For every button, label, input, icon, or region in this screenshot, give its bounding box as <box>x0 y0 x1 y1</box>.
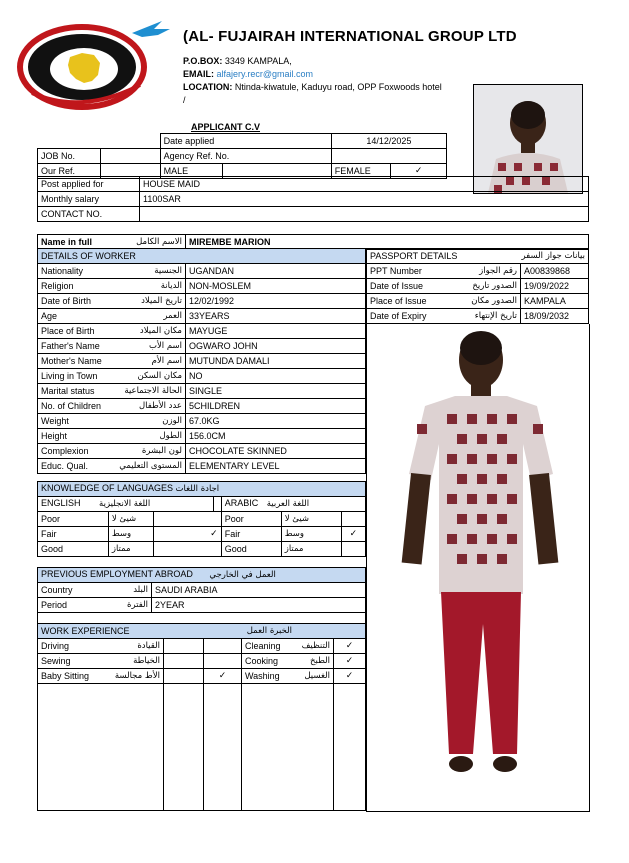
worker-field-label-ar: الديانة <box>160 280 182 291</box>
job-no-label: JOB No. <box>38 149 101 164</box>
location-cont: / <box>183 95 186 105</box>
worker-field-value[interactable]: 67.0KG <box>186 414 366 429</box>
worker-row <box>38 279 366 294</box>
worker-field-label-cell <box>38 324 186 339</box>
worker-field-label: Weight <box>41 415 69 426</box>
languages-heading-ar: اجادة اللغات <box>175 484 220 494</box>
worker-field-label-ar: عدد الأطفال <box>138 400 182 411</box>
experience-right-skill-label-cell <box>242 639 334 654</box>
passport-heading: PASSPORT DETAILS <box>370 250 458 261</box>
worker-field-value[interactable]: CHOCOLATE SKINNED <box>186 444 366 459</box>
experience-left-skill-label-cell <box>38 639 164 654</box>
passport-row <box>367 309 589 324</box>
experience-left-skill-label-ar: الأط مجالسة <box>114 670 160 681</box>
full-body-photo <box>366 324 590 812</box>
passport-field-label-ar: تاريخ الإنتهاء <box>474 310 517 321</box>
worker-field-value[interactable]: 12/02/1992 <box>186 294 366 309</box>
worker-field-label-ar: مكان الميلاد <box>139 325 182 336</box>
post-value[interactable]: HOUSE MAID <box>140 177 589 192</box>
english-level-label: Good <box>38 542 109 557</box>
language-level-row <box>38 542 366 557</box>
arabic-level-label-ar: ممتاز <box>281 542 341 557</box>
worker-field-label: Educ. Qual. <box>41 460 89 471</box>
country-label-ar: البلد <box>133 584 148 595</box>
worker-field-label: No. of Children <box>41 400 102 411</box>
experience-heading: WORK EXPERIENCE <box>41 625 130 636</box>
worker-field-label: Place of Birth <box>41 325 95 336</box>
employment-heading: PREVIOUS EMPLOYMENT ABROAD <box>41 569 193 579</box>
date-applied-label: Date applied <box>160 134 331 149</box>
worker-field-label: Religion <box>41 280 74 291</box>
worker-field-label-ar: لون البشرة <box>141 445 182 456</box>
worker-field-label-ar: تاريخ الميلاد <box>141 295 182 306</box>
passport-field-value[interactable]: A00839868 <box>521 264 589 279</box>
female-label: FEMALE <box>331 164 391 179</box>
salary-value[interactable]: 1100SAR <box>140 192 589 207</box>
company-logo <box>12 15 172 111</box>
passport-field-label: Place of Issue <box>370 295 427 306</box>
worker-row <box>38 384 366 399</box>
arabic-level-label: Fair <box>221 527 281 542</box>
experience-right-skill-label-cell <box>242 654 334 669</box>
worker-field-label-cell <box>38 309 186 324</box>
experience-right-skill-label: Cleaning <box>245 640 281 651</box>
experience-right-skill-label: Washing <box>245 670 280 681</box>
passport-field-label: Date of Expiry <box>370 310 427 321</box>
agency-ref-value[interactable] <box>331 149 446 164</box>
experience-left-skill-label: Baby Sitting <box>41 670 90 681</box>
passport-field-label-cell <box>367 264 521 279</box>
male-label: MALE <box>160 164 223 179</box>
worker-row <box>38 459 366 474</box>
experience-right-check[interactable]: ✓ <box>334 654 366 669</box>
languages-table <box>37 481 366 557</box>
applicant-cv-heading: APPLICANT C.V <box>191 122 261 132</box>
language-level-row <box>38 512 366 527</box>
experience-left-skill-label-ar: الخياطة <box>133 655 160 666</box>
worker-field-value[interactable]: MUTUNDA DAMALI <box>186 354 366 369</box>
experience-left-skill-label-cell <box>38 654 164 669</box>
country-label: Country <box>41 584 73 595</box>
worker-field-label: Marital status <box>41 385 95 396</box>
english-level-check[interactable] <box>153 542 221 557</box>
worker-field-label: Living in Town <box>41 370 98 381</box>
worker-field-label-cell <box>38 294 186 309</box>
passport-field-label-cell <box>367 279 521 294</box>
arabic-level-label: Poor <box>221 512 281 527</box>
salary-label: Monthly salary <box>38 192 140 207</box>
worker-field-label-ar: اسم الأم <box>151 355 182 366</box>
experience-right-skill-label-cell <box>242 669 334 684</box>
application-meta-table <box>37 133 447 179</box>
worker-field-label-ar: الوزن <box>162 415 182 426</box>
agency-ref-label: Agency Ref. No. <box>160 149 331 164</box>
worker-field-label: Mother's Name <box>41 355 102 366</box>
worker-field-label-cell <box>38 384 186 399</box>
passport-field-label-ar: الصدور تاريخ <box>472 280 517 291</box>
passport-field-label: PPT Number <box>370 265 422 276</box>
date-applied-value[interactable]: 14/12/2025 <box>331 134 446 149</box>
worker-field-label-ar: اسم الأب <box>148 340 182 351</box>
passport-field-label: Date of Issue <box>370 280 424 291</box>
english-level-label-ar: وسط <box>108 527 153 542</box>
experience-row <box>38 639 366 654</box>
experience-left-skill-label-cell <box>38 669 164 684</box>
worker-field-label-cell <box>38 279 186 294</box>
experience-left-check[interactable]: ✓ <box>204 669 242 684</box>
worker-field-value[interactable]: MAYUGE <box>186 324 366 339</box>
experience-heading-ar: الخبرة العمل <box>246 625 292 636</box>
pobox-line: P.O.BOX: 3349 KAMPALA, <box>183 56 292 66</box>
worker-row <box>38 324 366 339</box>
email-line: EMAIL: alfajery.recr@gmail.com <box>183 69 314 79</box>
worker-field-value[interactable]: UGANDAN <box>186 264 366 279</box>
experience-row <box>38 669 366 684</box>
experience-left-skill-label-ar: القيادة <box>137 640 160 651</box>
name-value[interactable]: MIREMBE MARION <box>186 235 589 250</box>
english-label: ENGLISH <box>41 498 81 508</box>
worker-field-value[interactable]: 156.0CM <box>186 429 366 444</box>
experience-row <box>38 654 366 669</box>
worker-field-label: Height <box>41 430 68 441</box>
worker-field-label-ar: المستوى التعليمي <box>119 460 182 471</box>
worker-field-label-cell <box>38 354 186 369</box>
experience-left-skill-label: Sewing <box>41 655 71 666</box>
arabic-level-label: Good <box>221 542 281 557</box>
passport-row <box>367 264 589 279</box>
worker-row <box>38 369 366 384</box>
worker-field-value[interactable]: 5CHILDREN <box>186 399 366 414</box>
worker-heading: DETAILS OF WORKER <box>38 249 366 264</box>
worker-field-label-cell <box>38 429 186 444</box>
language-level-row <box>38 527 366 542</box>
english-level-label: Fair <box>38 527 109 542</box>
arabic-level-label-ar: وسط <box>281 527 341 542</box>
english-level-label-ar: شيئ لا <box>108 512 153 527</box>
worker-field-label: Date of Birth <box>41 295 92 306</box>
arabic-level-check[interactable] <box>341 512 365 527</box>
name-label-ar: الاسم الكامل <box>136 236 182 247</box>
worker-field-value[interactable]: ELEMENTARY LEVEL <box>186 459 366 474</box>
worker-field-value[interactable]: NO <box>186 369 366 384</box>
worker-field-value[interactable]: OGWARO JOHN <box>186 339 366 354</box>
post-label: Post applied for <box>38 177 140 192</box>
worker-row <box>38 444 366 459</box>
experience-right-skill-label-ar: الغسيل <box>304 670 330 681</box>
english-level-label: Poor <box>38 512 109 527</box>
worker-field-label-ar: الحالة الاجتماعية <box>124 385 182 396</box>
passport-field-label-ar: رقم الجواز <box>479 265 517 276</box>
worker-field-value[interactable]: NON-MOSLEM <box>186 279 366 294</box>
arabic-label: ARABIC <box>224 498 259 508</box>
arabic-level-label-ar: شيئ لا <box>281 512 341 527</box>
location-line: LOCATION: Ntinda-kiwatule, Kaduyu road, OPP Foxwoods hotel <box>183 82 442 92</box>
contact-value[interactable] <box>140 207 589 222</box>
experience-left-skill-label: Driving <box>41 640 70 651</box>
work-experience-table <box>37 623 366 811</box>
experience-right-check[interactable]: ✓ <box>334 669 366 684</box>
passport-table <box>366 248 589 324</box>
worker-field-value[interactable]: 33YEARS <box>186 309 366 324</box>
languages-heading: KNOWLEDGE OF LANGUAGES <box>41 483 174 493</box>
english-level-label-ar: ممتاز <box>108 542 153 557</box>
period-label-ar: الفترة <box>127 599 148 610</box>
job-no-value[interactable] <box>100 149 160 164</box>
passport-field-label-cell <box>367 309 521 324</box>
english-label-ar: اللغة الانجليزية <box>99 499 151 509</box>
worker-field-label-cell <box>38 399 186 414</box>
passport-row <box>367 279 589 294</box>
arabic-level-check[interactable]: ✓ <box>341 527 365 542</box>
worker-field-label-cell <box>38 414 186 429</box>
worker-row <box>38 339 366 354</box>
contact-label: CONTACT NO. <box>38 207 140 222</box>
experience-left-blank <box>164 669 204 684</box>
worker-field-label-cell <box>38 339 186 354</box>
name-label: Name in full <box>41 236 93 247</box>
employment-table <box>37 567 366 624</box>
worker-field-label-cell <box>38 369 186 384</box>
worker-field-label: Age <box>41 310 58 321</box>
worker-row <box>38 294 366 309</box>
experience-left-blank <box>164 639 204 654</box>
experience-right-skill-label-ar: الطبخ <box>310 655 330 666</box>
worker-field-label-ar: العمر <box>163 310 182 321</box>
passport-row <box>367 294 589 309</box>
our-ref-label: Our Ref. <box>38 164 101 179</box>
experience-left-check[interactable] <box>204 654 242 669</box>
email-link[interactable]: alfajery.recr@gmail.com <box>216 69 314 79</box>
worker-row <box>38 354 366 369</box>
arabic-level-check[interactable] <box>341 542 365 557</box>
worker-field-label-ar: الطول <box>159 430 182 441</box>
worker-row <box>38 264 366 279</box>
experience-right-check[interactable]: ✓ <box>334 639 366 654</box>
post-table <box>37 176 589 222</box>
worker-field-label: Father's Name <box>41 340 100 351</box>
country-value[interactable]: SAUDI ARABIA <box>152 583 366 598</box>
passport-field-value[interactable]: KAMPALA <box>521 294 589 309</box>
worker-row <box>38 309 366 324</box>
passport-field-label-ar: الصدور مكان <box>471 295 517 306</box>
passport-field-label-cell <box>367 294 521 309</box>
worker-field-label-cell <box>38 264 186 279</box>
worker-field-label-ar: الجنسية <box>154 265 182 276</box>
experience-left-check[interactable] <box>204 639 242 654</box>
female-check[interactable]: ✓ <box>391 164 447 179</box>
worker-row <box>38 414 366 429</box>
experience-right-skill-label-ar: التنظيف <box>301 640 330 651</box>
experience-left-blank <box>164 654 204 669</box>
experience-right-skill-label: Cooking <box>245 655 279 666</box>
worker-field-label-cell <box>38 444 186 459</box>
worker-field-label-cell <box>38 459 186 474</box>
worker-field-label: Nationality <box>41 265 84 276</box>
worker-details-table <box>37 248 366 474</box>
passport-field-value[interactable]: 18/09/2032 <box>521 309 589 324</box>
worker-field-label: Complexion <box>41 445 89 456</box>
employment-heading-ar: العمل في الخارجي <box>209 570 276 580</box>
english-level-check[interactable] <box>153 512 221 527</box>
company-name: (AL- FUJAIRAH INTERNATIONAL GROUP LTD <box>183 28 517 45</box>
worker-field-label-ar: مكان السكن <box>137 370 182 381</box>
passport-field-value[interactable]: 19/09/2022 <box>521 279 589 294</box>
passport-heading-ar: بيانات جواز السفر <box>521 250 585 261</box>
worker-row <box>38 429 366 444</box>
period-label: Period <box>41 599 68 610</box>
arabic-label-ar: اللغة العربية <box>266 499 310 509</box>
worker-field-value[interactable]: SINGLE <box>186 384 366 399</box>
worker-row <box>38 399 366 414</box>
english-level-check[interactable]: ✓ <box>153 527 221 542</box>
period-value[interactable]: 2YEAR <box>152 598 366 613</box>
